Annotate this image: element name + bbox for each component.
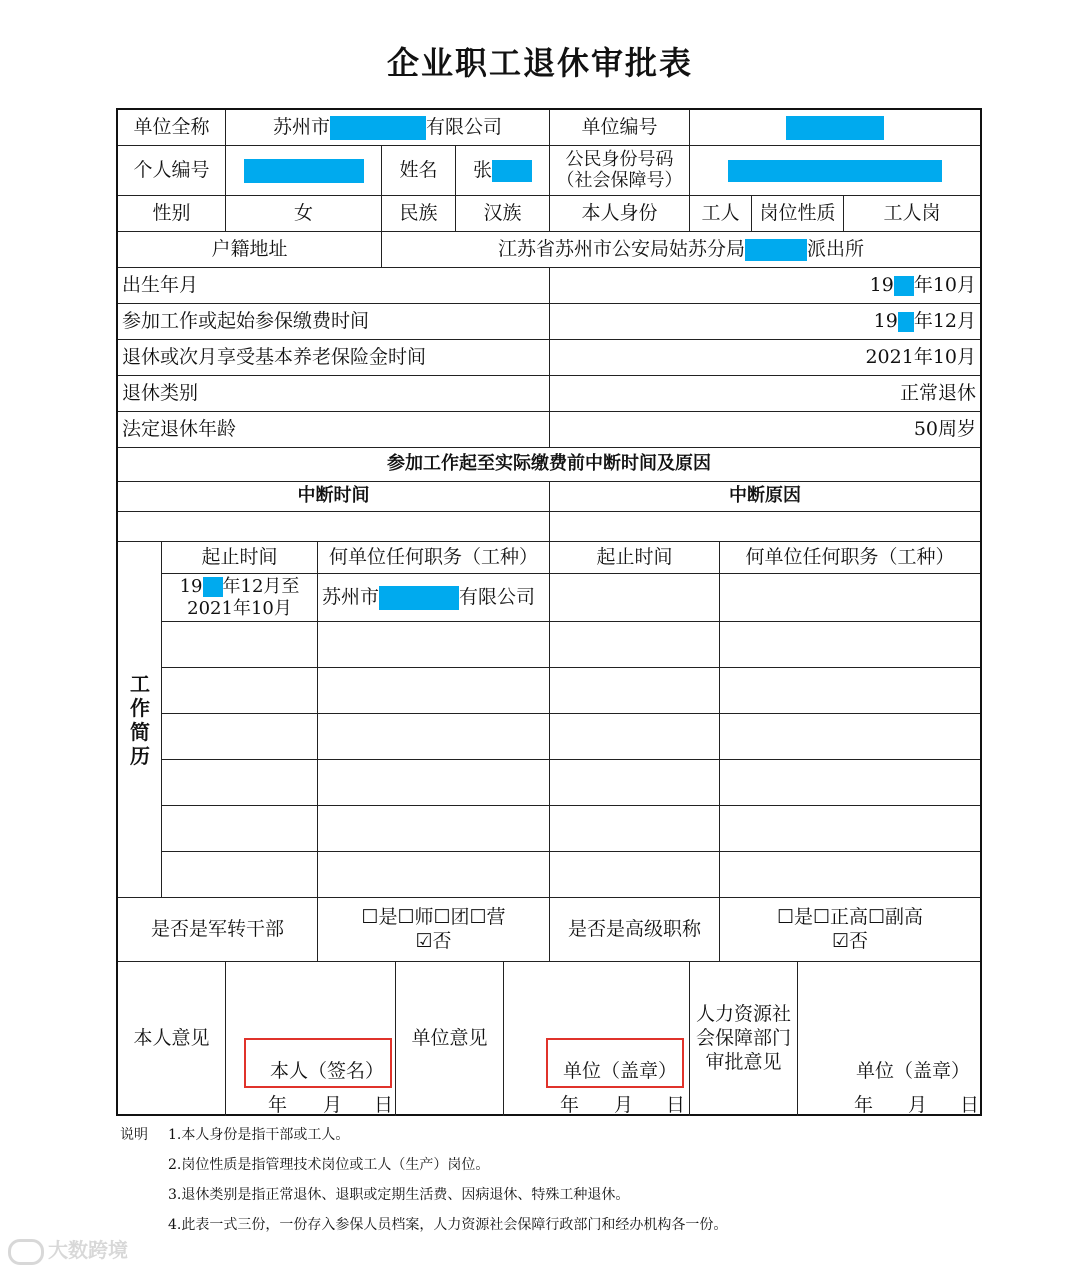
note-row [120,1150,727,1180]
wh-empty-cell [162,760,318,806]
interruption-time-cell [118,512,550,542]
id-label-line2: （社会保障号） [556,169,683,191]
hr-date-year: 年 [854,1094,874,1116]
note-item: 4.此表一式三份，一份存入参保人员档案，人力资源社会保障行政部门和经办机构各一份。 [168,1217,728,1233]
wh-unit-suffix: 有限公司 [459,585,536,608]
wh-unit-prefix: 苏州市 [322,585,380,608]
notes-section [120,1120,727,1240]
unit-name-label: 单位全称 [118,110,226,146]
household-suffix: 派出所 [807,237,865,260]
hr-seal-label[interactable]: 单位（盖章） [856,1060,971,1082]
hr-date-day: 日 [960,1094,980,1116]
title-rank-label: 是否是高级职称 [550,898,720,962]
unit-name-prefix: 苏州市 [272,115,330,138]
approval-form [116,108,982,1116]
wh-empty-cell [720,622,980,668]
redaction-mask [379,586,459,610]
redaction-mask [898,312,914,332]
wh-period-line1 [180,576,300,598]
unit-seal-label[interactable]: 单位（盖章） [563,1060,678,1082]
wh-empty-cell [318,622,550,668]
wh-empty-cell [720,852,980,898]
identity-label: 本人身份 [550,196,690,232]
gender-value: 女 [226,196,382,232]
work-start-month: 年12月 [913,309,976,332]
redaction-mask [728,160,942,182]
redaction-mask [894,276,914,296]
wh-empty-cell [318,668,550,714]
note-row [120,1180,727,1210]
birth-label: 出生年月 [118,268,550,304]
unit-date-month: 月 [614,1094,634,1116]
wh-empty-cell [318,760,550,806]
wh-empty-cell [720,760,980,806]
retire-type-label: 退休类别 [118,376,550,412]
hr-opinion-cell [798,962,980,1116]
title-rank-options [720,898,980,962]
work-start-year-prefix: 19 [873,309,898,332]
identity-value: 工人 [690,196,752,232]
note-row [120,1210,727,1240]
self-date-month: 月 [323,1094,343,1116]
wh-empty-cell [720,806,980,852]
post-nature-label: 岗位性质 [752,196,844,232]
wh-entry-unit [318,574,550,622]
interruption-time-header: 中断时间 [118,482,550,512]
retire-age-value: 50周岁 [550,412,980,448]
title-rank-checkbox-row[interactable]: ☐是☐正高☐副高 [776,905,924,928]
household-value [382,232,980,268]
wh-empty-cell [550,852,720,898]
redaction-mask [745,239,807,261]
retire-age-label: 法定退休年龄 [118,412,550,448]
redaction-mask [244,159,364,183]
unit-date-year: 年 [560,1094,580,1116]
note-row [120,1120,727,1150]
wh-empty-cell [318,714,550,760]
retire-time-label: 退休或次月享受基本养老保险金时间 [118,340,550,376]
unit-name-value [226,110,550,146]
work-start-value [550,304,980,340]
wh-period-start: 年12月至 [222,575,300,597]
note-item: 2.岗位性质是指管理技术岗位或工人（生产）岗位。 [168,1157,490,1173]
side-char: 简 [130,720,150,744]
wh-empty-cell [550,806,720,852]
name-surname: 张 [472,158,492,181]
birth-month: 年10月 [913,273,976,296]
id-label-line1: 公民身份号码 [565,148,674,170]
redaction-mask [786,116,884,140]
military-options [318,898,550,962]
work-start-label: 参加工作或起始参保缴费时间 [118,304,550,340]
wh-entry-period [162,574,318,622]
post-nature-value: 工人岗 [844,196,980,232]
military-checkbox-row[interactable]: ☐是☐师☐团☐营 [361,905,506,928]
military-no-checkbox[interactable]: ☑否 [415,929,452,952]
unit-code-label: 单位编号 [550,110,690,146]
wh-empty-cell [550,668,720,714]
ethnicity-label: 民族 [382,196,456,232]
hr-date-month: 月 [908,1094,928,1116]
hr-label-line1: 人力资源社 [695,1003,791,1026]
military-label: 是否是军转干部 [118,898,318,962]
self-date-year: 年 [268,1094,288,1116]
side-char: 历 [130,744,150,768]
wh-empty-cell [162,852,318,898]
id-number-label [550,146,690,196]
wh-empty-cell [720,714,980,760]
redaction-mask [492,160,532,182]
unit-date-day: 日 [666,1094,686,1116]
retire-time-value: 2021年10月 [550,340,980,376]
side-char: 作 [130,696,150,720]
wh-col-period-1: 起止时间 [162,542,318,574]
wh-period-year-prefix: 19 [179,575,203,597]
id-number-value [690,146,980,196]
work-history-label [118,542,162,898]
wh-entry-unit-2 [720,574,980,622]
wh-col-period-2: 起止时间 [550,542,720,574]
title-rank-no-checkbox[interactable]: ☑否 [831,929,869,952]
note-item: 1.本人身份是指干部或工人。 [168,1127,350,1143]
unit-name-suffix: 有限公司 [426,115,503,138]
self-opinion-label: 本人意见 [118,962,226,1116]
unit-opinion-label: 单位意见 [396,962,504,1116]
watermark-text: 大数跨境 [48,1238,128,1262]
self-signature-label[interactable]: 本人（签名） [270,1060,385,1082]
hr-opinion-label [690,962,798,1116]
gender-label: 性别 [118,196,226,232]
wh-col-unit-1: 何单位任何职务（工种） [318,542,550,574]
wh-entry-period-2 [550,574,720,622]
interruption-reason-header: 中断原因 [550,482,980,512]
retire-type-value: 正常退休 [550,376,980,412]
notes-label: 说明 [120,1127,148,1143]
wh-empty-cell [162,714,318,760]
wh-empty-cell [318,806,550,852]
side-char: 工 [130,672,150,696]
personal-no-label: 个人编号 [118,146,226,196]
interruption-reason-cell [550,512,980,542]
personal-no-value [226,146,382,196]
watermark [8,1234,128,1265]
wh-empty-cell [720,668,980,714]
note-item: 3.退休类别是指正常退休、退职或定期生活费、因病退休、特殊工种退休。 [168,1187,630,1203]
wh-empty-cell [550,622,720,668]
redaction-mask [330,116,426,140]
birth-value [550,268,980,304]
household-label: 户籍地址 [118,232,382,268]
wh-empty-cell [550,760,720,806]
birth-year-prefix: 19 [869,273,894,296]
wh-col-unit-2: 何单位任何职务（工种） [720,542,980,574]
household-prefix: 江苏省苏州市公安局姑苏分局 [497,237,745,260]
name-value [456,146,550,196]
wh-empty-cell [550,714,720,760]
page-title: 企业职工退休审批表 [386,44,693,82]
interruption-header: 参加工作起至实际缴费前中断时间及原因 [118,448,980,482]
watermark-logo-icon [8,1239,44,1265]
wh-empty-cell [162,668,318,714]
hr-label-line2: 会保障部门 [695,1027,791,1050]
redaction-mask [203,577,223,597]
self-date-day: 日 [374,1094,394,1116]
wh-empty-cell [318,852,550,898]
hr-label-line3: 审批意见 [705,1050,782,1073]
wh-empty-cell [162,806,318,852]
wh-empty-cell [162,622,318,668]
name-label: 姓名 [382,146,456,196]
unit-code-value [690,110,980,146]
wh-period-end: 2021年10月 [187,597,292,619]
ethnicity-value: 汉族 [456,196,550,232]
